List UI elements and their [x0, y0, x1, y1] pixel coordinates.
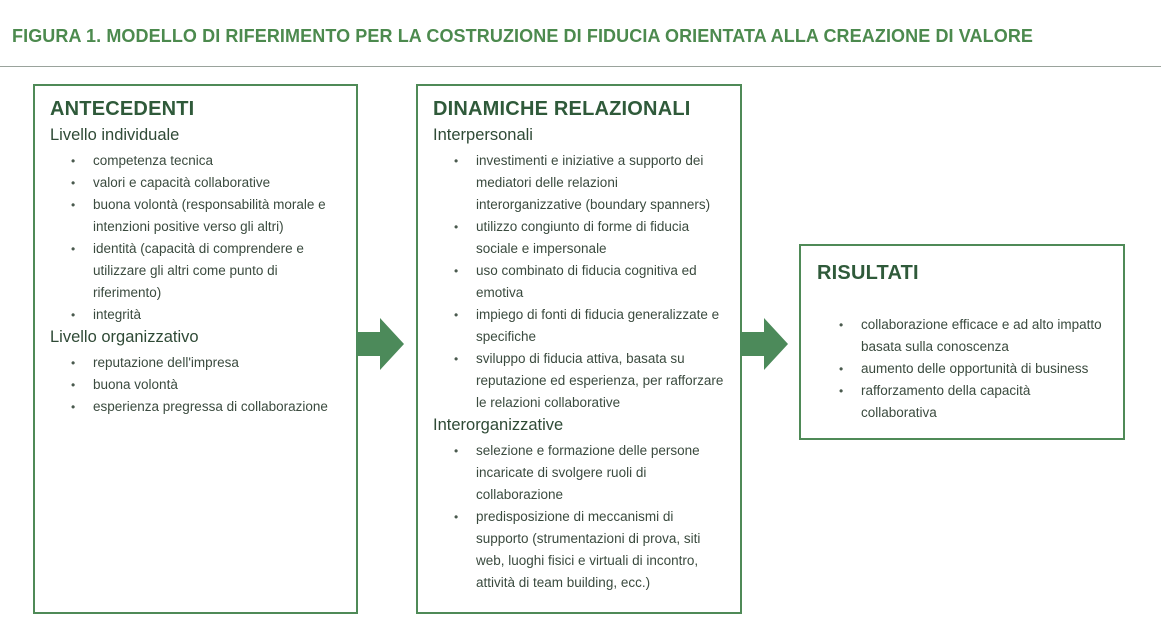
- dinamiche-box: [416, 84, 742, 614]
- interpersonali-label: Interpersonali: [433, 126, 533, 144]
- list-item: [454, 150, 724, 216]
- bullet-icon: •: [454, 352, 459, 366]
- item-text: investimenti e iniziative a supporto dei mediatori delle relazioni interorganizzative (boundary spanners): [476, 153, 711, 212]
- bullet-icon: •: [71, 198, 76, 212]
- livello-organizzativo-label: Livello organizzativo: [50, 328, 199, 346]
- arrow-right-icon: [740, 318, 788, 370]
- list-item: [839, 314, 1109, 358]
- list-item: [839, 380, 1109, 424]
- bullet-icon: •: [71, 242, 76, 256]
- livello-individuale-list: [71, 150, 341, 326]
- list-item: [454, 260, 724, 304]
- antecedenti-box: [33, 84, 358, 614]
- item-text: esperienza pregressa di collaborazione: [93, 399, 328, 414]
- item-text: identità (capacità di comprendere e utilizzare gli altri come punto di riferimento): [93, 241, 304, 300]
- figure-title: FIGURA 1. MODELLO DI RIFERIMENTO PER LA COSTRUZIONE DI FIDUCIA ORIENTATA ALLA CREAZIONE DI VALORE: [12, 26, 1034, 46]
- bullet-icon: •: [454, 444, 459, 458]
- list-item: [71, 304, 341, 326]
- arrow-right-icon: [356, 318, 404, 370]
- list-item: [454, 506, 720, 594]
- item-text: competenza tecnica: [93, 153, 214, 168]
- bullet-icon: •: [839, 318, 844, 332]
- list-item: [71, 374, 351, 396]
- item-text: valori e capacità collaborative: [93, 175, 271, 190]
- list-item: [839, 358, 1109, 380]
- item-text: impiego di fonti di fiducia generalizzate e specifiche: [476, 307, 720, 344]
- item-text: integrità: [93, 307, 142, 322]
- risultati-list: [839, 314, 1109, 424]
- bullet-icon: •: [71, 356, 76, 370]
- bullet-icon: •: [454, 264, 459, 278]
- bullet-icon: •: [71, 378, 76, 392]
- list-item: [71, 194, 341, 238]
- bullet-icon: •: [454, 154, 459, 168]
- interpersonali-list: [454, 150, 724, 414]
- bullet-icon: •: [71, 154, 76, 168]
- item-text: collaborazione efficace e ad alto impatto basata sulla conoscenza: [861, 317, 1102, 354]
- item-text: uso combinato di fiducia cognitiva ed emotiva: [476, 263, 697, 300]
- bullet-icon: •: [71, 400, 76, 414]
- list-item: [71, 238, 341, 304]
- risultati-box: [799, 244, 1125, 440]
- bullet-icon: •: [454, 220, 459, 234]
- item-text: buona volontà (responsabilità morale e intenzioni positive verso gli altri): [93, 197, 326, 234]
- bullet-icon: •: [839, 384, 844, 398]
- item-text: predisposizione di meccanismi di supporto (strumentazioni di prova, siti web, luoghi fisici e virtuali di incontro, attività di team building, ecc.): [476, 509, 701, 590]
- list-item: [71, 352, 351, 374]
- bullet-icon: •: [839, 362, 844, 376]
- list-item: [71, 150, 341, 172]
- list-item: [454, 216, 724, 260]
- list-item: [454, 304, 724, 348]
- list-item: [71, 172, 341, 194]
- bullet-icon: •: [71, 176, 76, 190]
- bullet-icon: •: [454, 510, 459, 524]
- item-text: rafforzamento della capacità collaborativa: [861, 383, 1031, 420]
- item-text: selezione e formazione delle persone incaricate di svolgere ruoli di collaborazione: [476, 443, 700, 502]
- livello-individuale-label: Livello individuale: [50, 126, 180, 144]
- interorganizzative-list: [454, 440, 720, 594]
- item-text: reputazione dell'impresa: [93, 355, 239, 370]
- title-divider: [0, 66, 1161, 67]
- item-text: aumento delle opportunità di business: [861, 361, 1089, 376]
- risultati-heading: RISULTATI: [817, 262, 919, 284]
- list-item: [454, 440, 720, 506]
- list-item: [454, 348, 724, 414]
- antecedenti-heading: ANTECEDENTI: [50, 98, 195, 120]
- item-text: sviluppo di fiducia attiva, basata su reputazione ed esperienza, per rafforzare le relazioni collaborative: [476, 351, 724, 410]
- list-item: [71, 396, 351, 418]
- bullet-icon: •: [71, 308, 76, 322]
- item-text: utilizzo congiunto di forme di fiducia sociale e impersonale: [476, 219, 690, 256]
- dinamiche-heading: DINAMICHE RELAZIONALI: [433, 98, 691, 120]
- interorganizzative-label: Interorganizzative: [433, 416, 564, 434]
- bullet-icon: •: [454, 308, 459, 322]
- item-text: buona volontà: [93, 377, 178, 392]
- livello-organizzativo-list: [71, 352, 351, 418]
